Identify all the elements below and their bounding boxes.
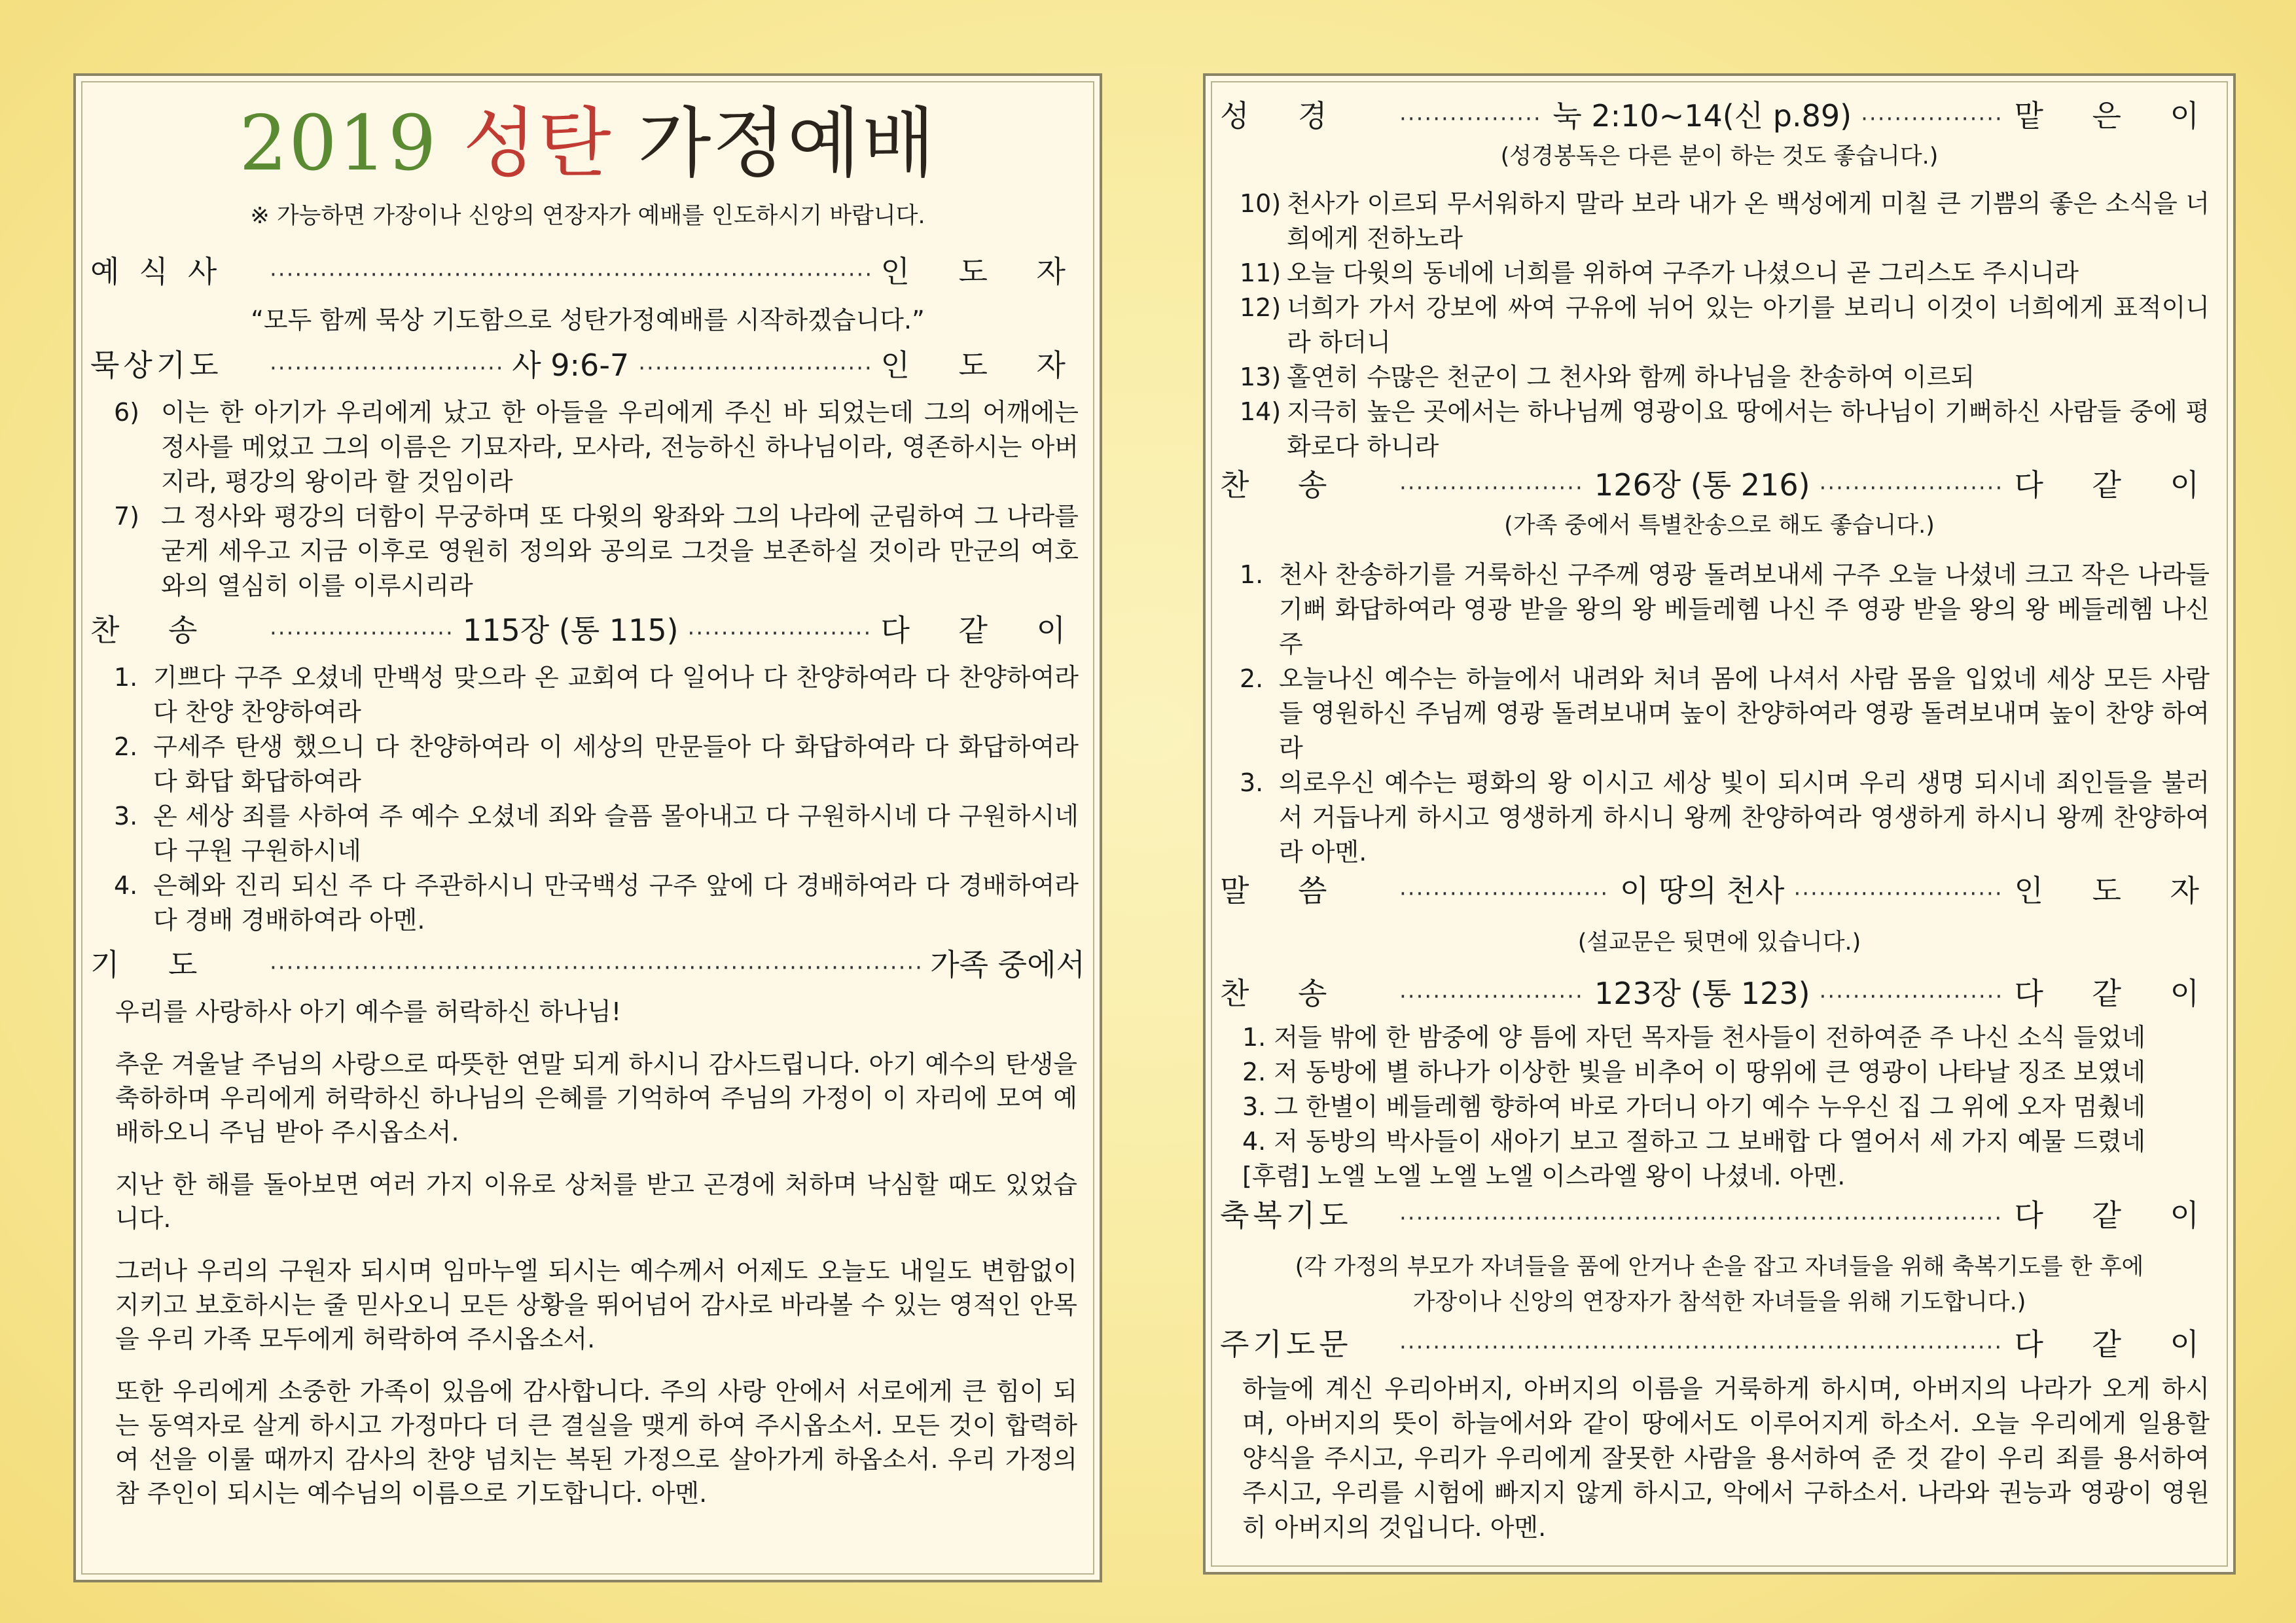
verse-text: 너희가 가서 강보에 싸여 구유에 뉘어 있는 아기를 보리니 이것이 너희에게 표적이니라 하더니	[1287, 293, 2210, 357]
meditation-ref: 사 9:6-7	[512, 348, 630, 383]
verse-text: 은혜와 진리 되신 주 다 주관하시니 만국백성 구주 앞에 다 경배하여라 다 경배하여라 다 경배 경배하여라 아멘.	[153, 871, 1079, 935]
prayer-paragraph: 추운 겨울날 주님의 사랑으로 따뜻한 연말 되게 하시니 감사드립니다. 아기 예수의 탄생을 축하하며 우리에게 허락하신 하나님의 은혜를 기억하여 주님의 가정이 이 자리에 모여 예배하오니 주님 받아 주시옵소서.	[115, 1050, 1077, 1147]
leader-dots	[1399, 464, 1585, 509]
leader-dots	[1399, 93, 1543, 142]
prayer-paragraph: 우리를 사랑하사 아기 예수를 허락하신 하나님!	[115, 997, 622, 1026]
blessing-row	[1220, 1194, 2219, 1240]
sermon-leader: 인 도 자	[2014, 873, 2219, 908]
verse-text: 이는 한 아기가 우리에게 났고 한 아들을 우리에게 주신 바 되었는데 그의 어깨에는 정사를 메었고 그의 이름은 기묘자라, 모사라, 전능하신 하나님이라, 영존하시는 아버지라, 평강의 왕이라 할 것임이라	[161, 398, 1079, 496]
leader-dots	[1820, 970, 2005, 1020]
hymn2-label: 찬 송	[1220, 976, 1347, 1011]
hymn2-performer: 다 같 이	[2014, 976, 2219, 1011]
left-page	[73, 73, 1102, 1582]
hymn1-row	[1220, 464, 2219, 509]
verse-text: 구세주 탄생 했으니 다 찬양하여라 이 세상의 만문들아 다 화답하여라 다 화답하여라 다 화답 화답하여라	[153, 732, 1079, 796]
scripture-note: (성경봉독은 다른 분이 하는 것도 좋습니다.)	[1500, 143, 1939, 169]
prayer-paragraph: 또한 우리에게 소중한 가족이 있음에 감사합니다. 주의 사랑 안에서 서로에게 큰 힘이 되는 동역자로 살게 하시고 가정마다 더 큰 결실을 맺게 하여 주시옵소서. 모든 것이 합력하여 선을 이룰 때까지 감사의 찬양 넘치는 복된 가정으로 살아가게 하옵소서. 우리 가정의 참 주인이 되시는 예수님의 이름으로 기도합니다. 아멘.	[115, 1377, 1077, 1508]
leader-dots	[688, 603, 872, 660]
prayer-paragraph: 지난 한 해를 돌아보면 여러 가지 이유로 상처를 받고 곤경에 처하며 낙심할 때도 있었습니다.	[115, 1170, 1077, 1233]
hymn-verses	[90, 660, 1085, 938]
opening-leader: 인 도 자	[880, 254, 1085, 289]
leader-dots	[270, 245, 871, 302]
prayer-paragraph: 그러나 우리의 구원자 되시며 임마누엘 되시는 예수께서 어제도 오늘도 내일도 변함없이 지키고 보호하시는 줄 믿사오니 모든 상황을 뛰어넘어 감사로 바라볼 수 있는 영적인 안목을 우리 가족 모두에게 허락하여 주시옵소서.	[115, 1257, 1077, 1353]
leader-dots	[270, 603, 454, 660]
verse-item	[114, 499, 1079, 603]
leader-dots	[1861, 93, 2005, 142]
opening-label: 예식사	[90, 254, 237, 289]
lords-prayer-label: 주기도문	[1220, 1327, 1352, 1362]
hymn-verse	[114, 730, 1079, 799]
blessing-label: 축복기도	[1220, 1198, 1352, 1233]
leader-dots	[270, 338, 503, 395]
scripture-reader: 맡 은 이	[2014, 98, 2219, 134]
hymn-verse	[1240, 766, 2210, 870]
leader-dots	[270, 938, 921, 995]
verse-text: 홀연히 수많은 천군이 그 천사와 함께 하나님을 찬송하여 이르되	[1287, 363, 1975, 391]
leader-dots	[1399, 1194, 2005, 1240]
blessing-note-2: 가장이나 신앙의 연장자가 참석한 자녀들을 위해 기도합니다.)	[1412, 1289, 2026, 1315]
verse-text: 천사 찬송하기를 거룩하신 구주께 영광 돌려보내세 구주 오늘 나셨네 크고 작은 나라들 기뻐 화답하여라 영광 받을 왕의 왕 베들레헴 나신 주 영광 받을 왕의 왕 베들레헴 나신 주	[1279, 560, 2210, 658]
luke-verses	[1220, 187, 2219, 464]
meditation-label: 묵상기도	[90, 348, 223, 383]
opening-row	[90, 245, 1085, 302]
hymn2-lines	[1220, 1020, 2219, 1194]
prayer-label: 기 도	[90, 947, 217, 982]
verse-text: 천사가 이르되 무서워하지 말라 보라 내가 온 백성에게 미칠 큰 기쁨의 좋은 소식을 너희에게 전하노라	[1287, 189, 2210, 253]
scripture-ref: 눅 2:10~14(신 p.89)	[1552, 98, 1852, 134]
leader-dots	[638, 338, 871, 395]
hymn-line: 1. 저들 밖에 한 밤중에 양 틈에 자던 목자들 천사들이 전하여준 주 나신 소식 들었네	[1242, 1023, 2146, 1052]
verse-number: 12)	[1240, 293, 1282, 322]
hymn-line: 2. 저 동방에 별 하나가 이상한 빛을 비추어 이 땅위에 큰 영광이 나타날 징조 보였네	[1242, 1058, 2146, 1086]
prayer-row	[90, 938, 1085, 995]
isaiah-verses	[90, 395, 1085, 603]
leader-note: ※ 가능하면 가장이나 신앙의 연장자가 예배를 인도하시기 바랍니다.	[250, 203, 925, 229]
hymn-label: 찬 송	[90, 613, 217, 648]
verse-item	[1240, 291, 2210, 360]
title-christmas: 성탄	[463, 99, 613, 188]
hymn-verse	[114, 799, 1079, 868]
hymn-row	[90, 603, 1085, 660]
sermon-label: 말 씀	[1220, 873, 1347, 908]
verse-item	[1240, 256, 2210, 291]
verse-number: 1.	[114, 663, 138, 692]
hymn2-ref: 123장 (통 123)	[1594, 976, 1810, 1011]
hymn-refrain: [후렴] 노엘 노엘 노엘 노엘 이스라엘 왕이 나셨네. 아멘.	[1242, 1162, 1846, 1190]
hymn-line: 4. 저 동방의 박사들이 새아기 보고 절하고 그 보배합 다 열어서 세 가지 예물 드렸네	[1242, 1127, 2146, 1156]
hymn2-row	[1220, 970, 2219, 1020]
hymn-verse	[1240, 662, 2210, 766]
verse-text: 그 정사와 평강의 더함이 무궁하며 또 다윗의 왕좌와 그의 나라에 군림하여 그 나라를 굳게 세우고 지금 이후로 영원히 정의와 공의로 그것을 보존하실 것이라 만군의 여호와의 열심히 이를 이루시리라	[161, 502, 1079, 600]
verse-number: 6)	[114, 398, 140, 427]
verse-number: 3.	[114, 802, 138, 830]
verse-number: 13)	[1240, 363, 1282, 391]
verse-number: 7)	[114, 502, 140, 531]
hymn1-label: 찬 송	[1220, 467, 1347, 503]
scripture-row	[1220, 93, 2219, 142]
opening-quote: “모두 함께 묵상 기도함으로 성탄가정예배를 시작하겠습니다.”	[251, 306, 925, 334]
leader-dots	[1399, 870, 1611, 915]
sermon-note: (설교문은 뒷면에 있습니다.)	[1577, 929, 1861, 955]
hymn-verse	[1240, 558, 2210, 662]
title-service: 가정예배	[637, 99, 937, 188]
sermon-title: 이 땅의 천사	[1620, 873, 1785, 908]
verse-number: 2.	[1240, 664, 1264, 693]
prayer-performer: 가족 중에서	[930, 947, 1085, 982]
verse-number: 4.	[114, 871, 138, 900]
verse-item	[1240, 395, 2210, 464]
hymn1-ref: 126장 (통 216)	[1594, 467, 1810, 503]
blessing-note-1: (각 가정의 부모가 자녀들을 품에 안거나 손을 잡고 자녀들을 위해 축복기도를 한 후에	[1295, 1254, 2144, 1280]
leader-dots	[1793, 870, 2005, 915]
meditation-row	[90, 338, 1085, 395]
hymn1-verses	[1220, 558, 2219, 870]
leader-dots	[1820, 464, 2005, 509]
lords-prayer-text: 하늘에 계신 우리아버지, 아버지의 이름을 거룩하게 하시며, 아버지의 나라가 오게 하시며, 아버지의 뜻이 하늘에서와 같이 땅에서도 이루어지게 하소서. 오늘 우리에게 일용할 양식을 주시고, 우리가 우리에게 잘못한 사람을 용서하여 준 것 같이 우리 죄를 용서하여 주시고, 우리를 시험에 빠지지 않게 하시고, 악에서 구하소서. 나라와 권능과 영광이 영원히 아버지의 것입니다. 아멘.	[1242, 1374, 2210, 1542]
hymn-ref: 115장 (통 115)	[462, 613, 679, 648]
verse-number: 11)	[1240, 259, 1282, 287]
hymn-verse	[114, 868, 1079, 938]
hymn1-note: (가족 중에서 특별찬송으로 해도 좋습니다.)	[1504, 512, 1935, 539]
verse-item	[114, 395, 1079, 499]
prayer-text	[90, 995, 1085, 1510]
verse-number: 3.	[1240, 768, 1264, 797]
verse-text: 의로우신 예수는 평화의 왕 이시고 세상 빛이 되시며 우리 생명 되시네 죄인들을 불러서 거듭나게 하시고 영생하게 하시니 왕께 찬양하여라 영생하게 하시니 왕께 찬양하여라 아멘.	[1279, 768, 2210, 866]
verse-text: 오늘 다윗의 동네에 너희를 위하여 구주가 나셨으니 곧 그리스도 주시니라	[1287, 259, 2079, 287]
verse-number: 10)	[1240, 189, 1282, 218]
hymn1-performer: 다 같 이	[2014, 467, 2219, 503]
lords-prayer-row	[1220, 1320, 2219, 1372]
leader-dots	[1399, 970, 1585, 1020]
page-title	[90, 92, 1085, 196]
scripture-label: 성 경	[1220, 98, 1347, 134]
hymn-line: 3. 그 한별이 베들레헴 향하여 바로 가더니 아기 예수 누우신 집 그 위에 오자 멈췄네	[1242, 1092, 2146, 1121]
verse-text: 지극히 높은 곳에서는 하나님께 영광이요 땅에서는 하나님이 기뻐하신 사람들 중에 평화로다 하니라	[1287, 397, 2210, 461]
blessing-performer: 다 같 이	[2014, 1198, 2219, 1233]
hymn-performer: 다 같 이	[880, 613, 1086, 648]
verse-item	[1240, 187, 2210, 256]
verse-number: 14)	[1240, 397, 1282, 426]
right-page	[1203, 73, 2236, 1575]
verse-text: 기쁘다 구주 오셨네 만백성 맞으라 온 교회여 다 일어나 다 찬양하여라 다 찬양하여라 다 찬양 찬양하여라	[153, 663, 1079, 726]
leader-dots	[1399, 1320, 2005, 1372]
sermon-row	[1220, 870, 2219, 915]
meditation-leader: 인 도 자	[880, 348, 1085, 383]
verse-number: 1.	[1240, 560, 1264, 589]
lords-prayer-performer: 다 같 이	[2014, 1327, 2219, 1362]
verse-text: 온 세상 죄를 사하여 주 예수 오셨네 죄와 슬픔 몰아내고 다 구원하시네 다 구원하시네 다 구원 구원하시네	[153, 802, 1079, 865]
verse-text: 오늘나신 예수는 하늘에서 내려와 처녀 몸에 나셔서 사람 몸을 입었네 세상 모든 사람들 영원하신 주님께 영광 돌려보내며 높이 찬양하여라 영광 돌려보내며 높이 찬양 하여라	[1279, 664, 2210, 762]
verse-item	[1240, 360, 2210, 395]
hymn-verse	[114, 660, 1079, 730]
verse-number: 2.	[114, 732, 138, 761]
title-year: 2019	[239, 99, 438, 188]
